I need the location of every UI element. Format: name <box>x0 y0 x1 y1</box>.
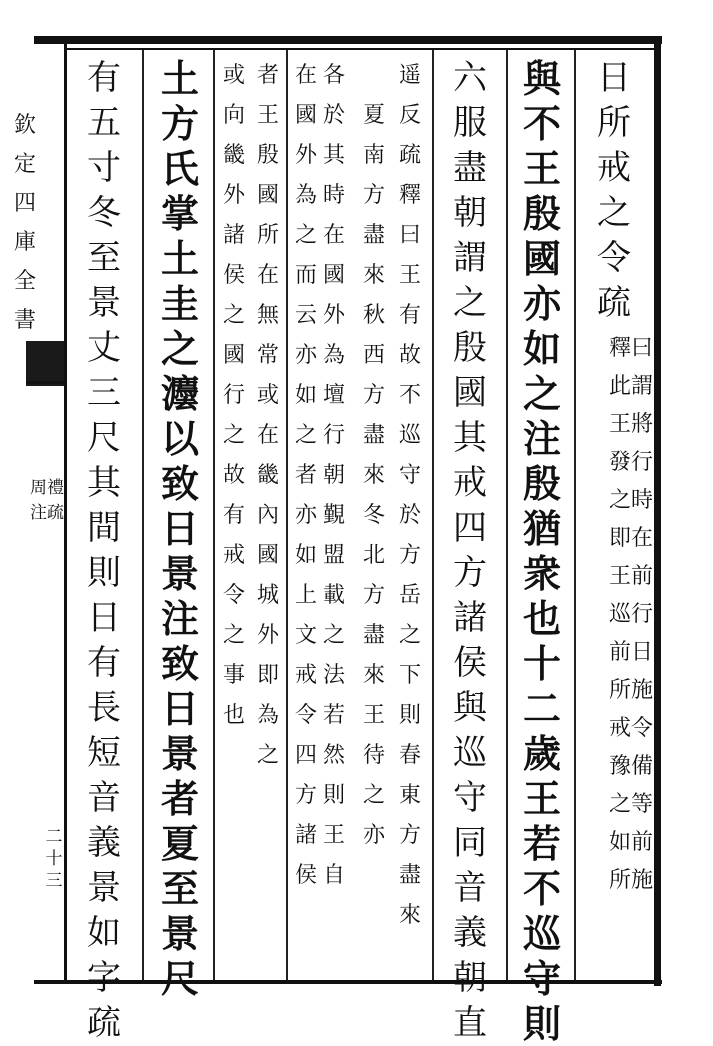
text-column-1: 日所戒之令疏 <box>597 58 631 323</box>
text-column-10: 土方氏掌土圭之灋以致日景注致日景者夏至景尺 <box>160 56 199 1001</box>
text-column-2: 與不王殷國亦如之注殷猶衆也十二歲王若不巡守則 <box>522 56 561 1046</box>
inner-top-rule <box>67 48 654 50</box>
text-column-5: 夏南方盡來秋西方盡來冬北方盡來王待之亦 <box>362 103 385 848</box>
fishtail-rule <box>26 381 64 384</box>
page-margin <box>0 36 64 986</box>
text-column-8: 者王殷國所在無常或在畿內國城外即為之 <box>256 63 279 768</box>
column-rule <box>432 50 434 980</box>
text-column-6: 各於其時在國外為壇行朝覲盟載之法若然則王自 <box>322 63 345 888</box>
text-column-4: 遥反疏釋曰王有故不巡守於方岳之下則春東方盡來 <box>398 63 421 928</box>
frame-top-border <box>34 36 662 44</box>
page-number: 二十三 <box>45 827 63 891</box>
text-column-9: 或向畿外諸侯之國行之故有戒令之事也 <box>222 63 245 728</box>
collection-title: 欽定四庫全書 <box>13 113 36 333</box>
text-column-7: 在國外為之而云亦如之者亦如上文戒令四方諸侯 <box>294 63 317 888</box>
fishtail-mark <box>26 341 64 386</box>
text-column-1-annotation: 釋曰此謂王將發行之時即在王前巡行前日所施戒令豫備之等如前所施 <box>608 336 653 893</box>
text-column-3: 六服盡朝謂之殷國其戒四方諸侯與巡守同音義朝直 <box>453 58 487 1043</box>
column-rule <box>142 50 144 980</box>
column-rule <box>574 50 576 980</box>
text-column-11: 有五寸冬至景丈三尺其間則日有長短音義景如字疏 <box>87 58 121 1043</box>
column-rule <box>506 50 508 980</box>
book-title: 周禮注疏 <box>30 478 64 523</box>
column-rule <box>213 50 215 980</box>
frame-bottom-border <box>34 980 662 984</box>
